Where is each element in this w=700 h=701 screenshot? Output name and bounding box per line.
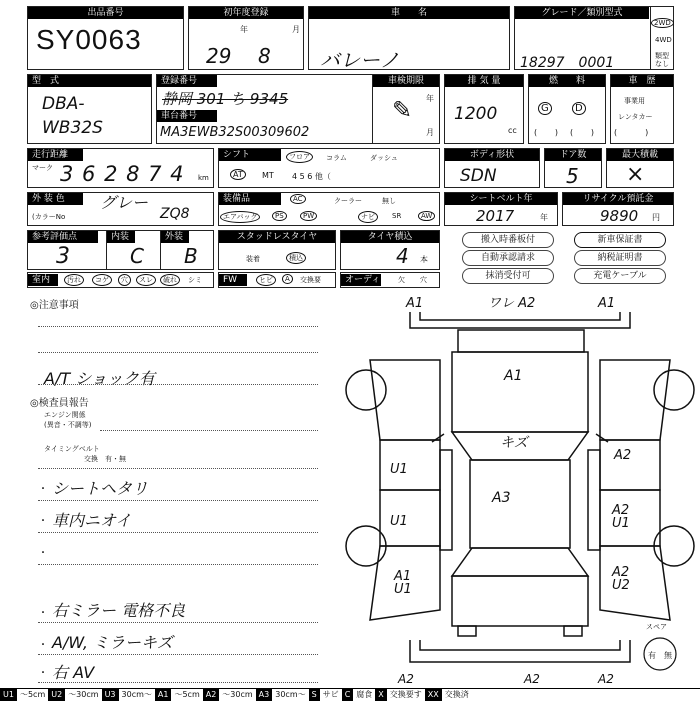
engine-label: エンジン関係 bbox=[44, 411, 86, 419]
insp-line-8 bbox=[38, 682, 318, 683]
tires-label: タイヤ積込 bbox=[341, 231, 439, 243]
note-line-2 bbox=[38, 352, 318, 353]
equip-airbag: エアバッグ bbox=[220, 211, 260, 223]
spare-yes: 有 bbox=[648, 651, 656, 660]
fuel-paren-2: ( ) bbox=[570, 128, 595, 137]
tires-value: 4 bbox=[396, 244, 409, 268]
recycle-unit: 円 bbox=[652, 213, 660, 222]
doors-label: ドア数 bbox=[545, 149, 601, 161]
legend-u3: U3 bbox=[102, 689, 119, 701]
capacity-value: × bbox=[626, 162, 645, 187]
insp-line-6 bbox=[38, 622, 318, 623]
bullet-3: ・ bbox=[38, 548, 48, 559]
capacity-label: 最大積載 bbox=[607, 149, 673, 161]
interior-label: 内装 bbox=[107, 231, 135, 243]
disp-label: 排 気 量 bbox=[445, 75, 523, 87]
audio-label: オーディオ bbox=[341, 274, 381, 286]
fw-label: FW bbox=[219, 274, 247, 286]
fuel-label: 燃 料 bbox=[529, 75, 605, 87]
car-diagram bbox=[340, 290, 698, 686]
inspection-label: 車検期限 bbox=[373, 75, 439, 87]
fuel-paren-1: ( ) bbox=[534, 128, 559, 137]
fw-crack: ヒビ bbox=[256, 274, 276, 286]
insp-note-5: A/W, ミラーキズ bbox=[52, 633, 173, 652]
legend-s: S bbox=[309, 689, 320, 701]
legend-s-desc: サビ bbox=[322, 690, 339, 699]
studless-label: スタッドレスタイヤ bbox=[219, 231, 335, 243]
inspection-month: 月 bbox=[426, 128, 434, 137]
audio-hole: 穴 bbox=[420, 276, 427, 284]
legend-u1-desc: ～5cm bbox=[19, 690, 46, 699]
insp-note-2: 車内ニオイ bbox=[52, 511, 132, 530]
mark-rear-bumper-right: A2 bbox=[598, 672, 614, 686]
shift-floor: フロア bbox=[286, 151, 313, 163]
equip-pw: PW bbox=[300, 211, 317, 221]
doc-cancel: 抹消受付可 bbox=[462, 268, 554, 284]
doc-cable: 充電ケーブル bbox=[574, 268, 666, 284]
doc-tax: 納税証明書 bbox=[574, 250, 666, 266]
mark-front-right: A1 bbox=[598, 296, 616, 311]
equip-navi: ナビ bbox=[358, 211, 378, 223]
mileage-marks: マーク bbox=[32, 164, 53, 172]
legend-u3-desc: 30cm～ bbox=[121, 690, 152, 699]
bullet-5: ・ bbox=[38, 640, 48, 651]
exterior-value: B bbox=[184, 244, 198, 268]
legend-u2: U2 bbox=[48, 689, 65, 701]
equip-sr: SR bbox=[392, 212, 402, 220]
mark-roof: A3 bbox=[492, 490, 511, 506]
shift-label: シフト bbox=[219, 149, 281, 161]
body-label: ボディ形状 bbox=[445, 149, 539, 161]
shift-mt: MT bbox=[262, 171, 274, 180]
insp-note-1: シートヘタリ bbox=[52, 479, 149, 498]
shift-gears: 4 5 6 他（ bbox=[292, 172, 331, 181]
model-label: 車 名 bbox=[309, 7, 509, 19]
eval-value: 3 bbox=[56, 244, 70, 269]
note-1: A/T ショック有 bbox=[44, 369, 155, 388]
mark-rear-bumper-mid: A2 bbox=[524, 672, 540, 686]
shift-at: AT bbox=[230, 169, 246, 180]
reg-label: 登録番号 bbox=[157, 75, 217, 87]
grade-value: 18297 0001 bbox=[520, 55, 615, 71]
grade-label: グレード／類別型式 bbox=[515, 7, 649, 19]
color-code-label: (カラーNo bbox=[32, 213, 66, 221]
legend-u2-desc: ～30cm bbox=[68, 690, 99, 699]
seatbelt-label: シートベルト年 bbox=[445, 193, 557, 205]
note-line-1 bbox=[38, 326, 318, 327]
cond-stain: シミ bbox=[188, 276, 202, 284]
color-value: グレー bbox=[100, 193, 149, 212]
fuel-g: G bbox=[538, 102, 552, 115]
mark-rear-bumper-left: A2 bbox=[398, 672, 414, 686]
mark-windshield: キズ bbox=[500, 435, 528, 451]
mark-front-left: A1 bbox=[406, 296, 424, 311]
shift-column: コラム bbox=[326, 154, 347, 162]
equip-ps: PS bbox=[272, 211, 287, 221]
shift-dash: ダッシュ bbox=[370, 154, 398, 162]
legend-x-desc: 交換要す bbox=[389, 690, 422, 699]
equip-aw: AW bbox=[418, 211, 435, 221]
equip-ac: AC bbox=[290, 194, 306, 204]
mark-left-rear: A1 U1 bbox=[394, 569, 412, 597]
studless-mounted: 装着 bbox=[246, 255, 260, 263]
usage-rental: レンタカー bbox=[618, 113, 653, 121]
lot-number: SY0063 bbox=[36, 24, 142, 55]
year-unit: 年 bbox=[240, 25, 248, 34]
type-label: 型 式 bbox=[28, 75, 151, 87]
doc-warranty: 新車保証書 bbox=[574, 232, 666, 248]
engine-sub: (異音・不調等) bbox=[44, 421, 92, 429]
insp-note-6: 右 AV bbox=[52, 663, 95, 682]
equip-none: 無し bbox=[382, 197, 396, 205]
usage-paren: ( ) bbox=[614, 128, 649, 137]
month-unit: 月 bbox=[292, 25, 300, 34]
timing-label: タイミングベルト bbox=[44, 445, 100, 453]
inspector-title: ◎検査員報告 bbox=[30, 398, 89, 409]
reg-value: 静岡 301 ち 9345 bbox=[162, 90, 289, 108]
recycle-value: 9890 bbox=[600, 207, 639, 225]
legend-a3: A3 bbox=[256, 689, 273, 701]
mileage-label: 走行距離 bbox=[28, 149, 83, 161]
disp-value: 1200 bbox=[454, 104, 498, 124]
insp-line-4 bbox=[38, 532, 318, 533]
cond-burn: コゲ bbox=[92, 274, 112, 286]
first-reg-month: 8 bbox=[258, 44, 271, 68]
inspection-year: 年 bbox=[426, 94, 434, 103]
mark-right-rear: A2 U2 bbox=[612, 565, 630, 593]
fw-a: A bbox=[282, 274, 293, 284]
mark-right-fender: A2 bbox=[614, 448, 632, 463]
first-reg-label: 初年度登録 bbox=[189, 7, 303, 19]
mileage-unit: km bbox=[198, 174, 209, 182]
legend-a1: A1 bbox=[155, 689, 172, 701]
type-value: DBA-WB32S bbox=[42, 94, 103, 138]
legend-a2: A2 bbox=[203, 689, 220, 701]
insp-line-5 bbox=[38, 564, 318, 565]
notes-title: ◎注意事項 bbox=[30, 300, 79, 311]
tires-unit: 本 bbox=[420, 255, 428, 264]
doc-plate: 搬入時番板付 bbox=[462, 232, 554, 248]
body-value: SDN bbox=[460, 166, 497, 186]
mark-right-door: A2 U1 bbox=[612, 503, 630, 531]
bullet-1: ・ bbox=[38, 484, 48, 495]
chassis-value: MA3EWB32S00309602 bbox=[160, 125, 310, 140]
mark-left-door-rear: U1 bbox=[390, 514, 408, 529]
usage-business: 事業用 bbox=[624, 97, 645, 105]
bullet-6: ・ bbox=[38, 668, 48, 679]
bullet-2: ・ bbox=[38, 516, 48, 527]
doc-auto-approve: 自動承認請求 bbox=[462, 250, 554, 266]
exterior-label: 外装 bbox=[161, 231, 189, 243]
mark-hood: A1 bbox=[504, 368, 523, 384]
inspection-scribble: ✎ bbox=[392, 96, 413, 124]
usage-label: 車 歴 bbox=[611, 75, 673, 87]
fuel-d: D bbox=[572, 102, 586, 115]
studless-loaded: 積込 bbox=[286, 252, 306, 264]
drive-4wd: 4WD bbox=[655, 36, 672, 44]
legend-a1-desc: ～5cm bbox=[174, 690, 200, 699]
spare-none: 無 bbox=[664, 651, 672, 660]
insp-line-2 bbox=[38, 468, 318, 469]
cond-dirt: 汚れ bbox=[64, 274, 84, 286]
legend-u1: U1 bbox=[0, 689, 17, 701]
legend-c-desc: 腐食 bbox=[356, 690, 373, 699]
legend-a2-desc: ～30cm bbox=[222, 690, 253, 699]
cond-tear: 破れ bbox=[160, 274, 180, 286]
legend-a3-desc: 30cm～ bbox=[275, 690, 306, 699]
legend-xx-desc: 交換済 bbox=[444, 690, 469, 699]
cond-scuff: スレ bbox=[136, 274, 156, 286]
bullet-4: ・ bbox=[38, 608, 48, 619]
cond-hole: 穴 bbox=[118, 274, 131, 286]
spare-label: スペア bbox=[646, 623, 667, 631]
mark-left-door-front: U1 bbox=[390, 462, 408, 477]
disp-unit: cc bbox=[508, 126, 517, 135]
drive-divider bbox=[650, 7, 651, 69]
seatbelt-value: 2017 bbox=[476, 207, 515, 225]
audio-missing: 欠 bbox=[398, 276, 405, 284]
color-code: ZQ8 bbox=[160, 206, 190, 222]
seatbelt-unit: 年 bbox=[540, 213, 548, 222]
insp-note-4: 右ミラー 電格不良 bbox=[52, 601, 186, 620]
legend-x: X bbox=[375, 689, 386, 701]
eval-label: 参考評価点 bbox=[28, 231, 98, 243]
lot-label: 出品番号 bbox=[28, 7, 183, 19]
model-name: バレーノ bbox=[320, 48, 400, 72]
insp-line-7 bbox=[38, 654, 318, 655]
first-reg-year: 29 bbox=[206, 44, 232, 68]
fw-replace: 交換要 bbox=[300, 276, 321, 284]
recycle-label: リサイクル預託金 bbox=[563, 193, 673, 205]
legend-bar bbox=[0, 688, 700, 701]
chassis-label: 車台番号 bbox=[157, 110, 217, 122]
interior-value: C bbox=[130, 244, 144, 268]
insp-line-1 bbox=[100, 430, 318, 431]
timing-sub: 交換 有・無 bbox=[84, 455, 126, 463]
doors-value: 5 bbox=[566, 164, 579, 188]
drive-2wd: 2WD bbox=[651, 18, 674, 28]
insp-line-3 bbox=[38, 500, 318, 501]
color-label: 外 装 色 bbox=[28, 193, 83, 205]
note-line-3 bbox=[38, 384, 318, 385]
legend-xx: XX bbox=[425, 689, 442, 701]
drive-none: 類型なし bbox=[655, 52, 669, 68]
legend-c: C bbox=[342, 689, 354, 701]
equip-cooler: クーラー bbox=[334, 197, 362, 205]
mark-front-bumper: ワレ A2 bbox=[488, 296, 536, 311]
interior-cond-label: 室内 bbox=[28, 274, 58, 286]
mileage-value: 3 6 2 8 7 4 bbox=[60, 162, 185, 186]
equip-label: 装備品 bbox=[219, 193, 281, 205]
